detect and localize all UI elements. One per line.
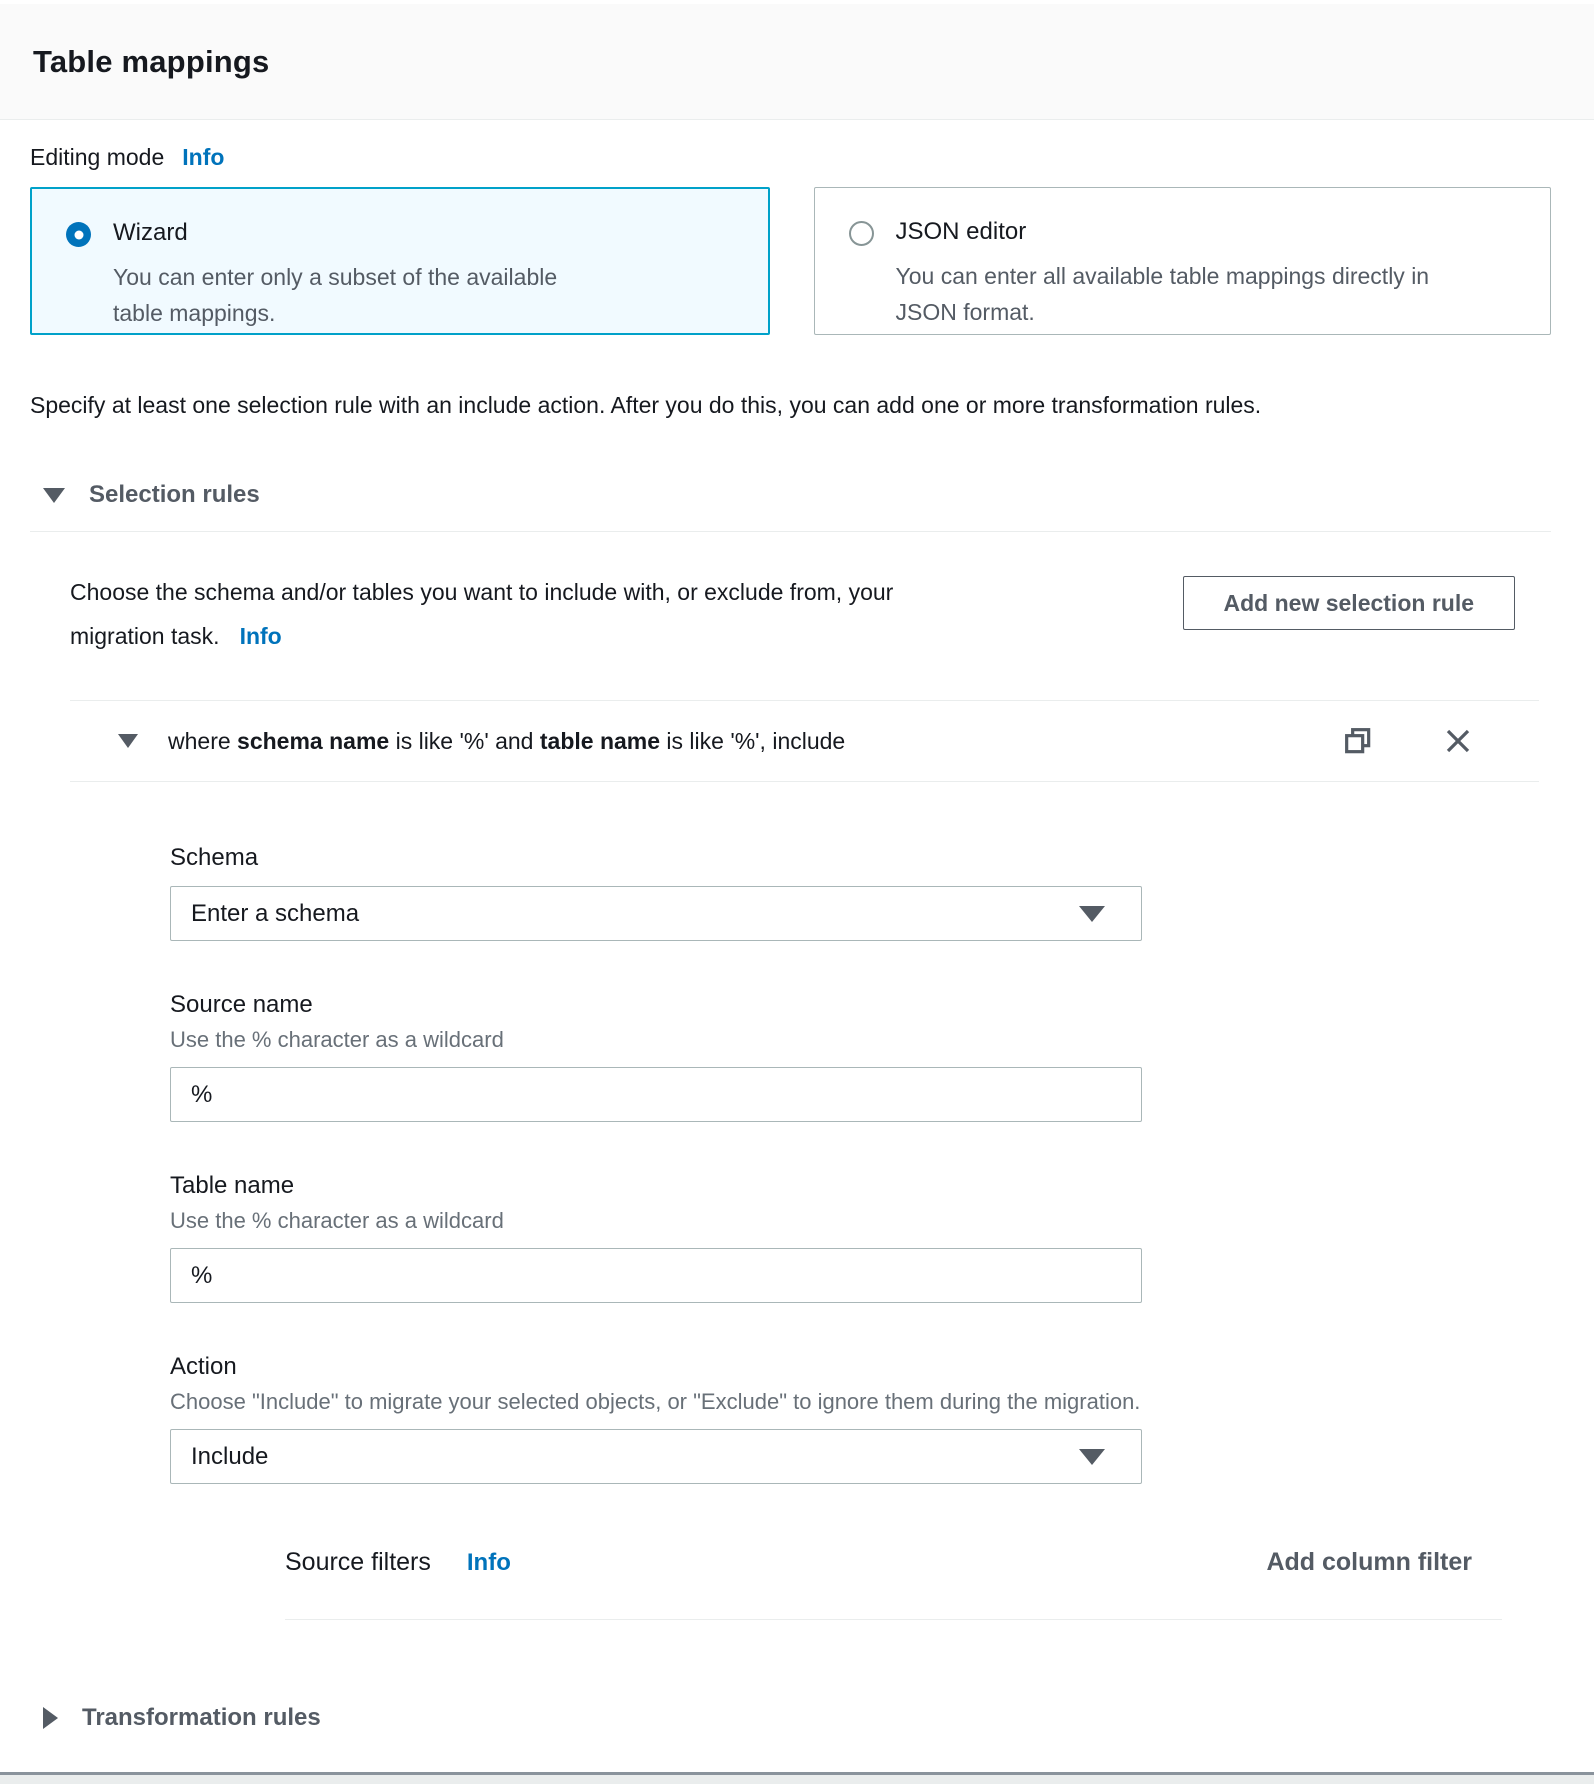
selection-rules-info-link[interactable]: Info bbox=[239, 623, 282, 649]
json-editor-option-label: JSON editor bbox=[895, 218, 1027, 245]
editing-mode-options bbox=[30, 187, 1551, 335]
selection-rules-description-text: Choose the schema and/or tables you want to include with, or exclude from, your migration task. bbox=[70, 579, 894, 649]
divider bbox=[30, 531, 1551, 532]
remove-rule-button[interactable] bbox=[1441, 724, 1475, 758]
action-label: Action bbox=[170, 1353, 237, 1380]
divider bbox=[70, 781, 1539, 782]
chevron-right-icon bbox=[43, 1707, 58, 1729]
transformation-rules-header[interactable] bbox=[43, 1704, 1551, 1732]
table-name-hint: Use the % character as a wildcard bbox=[170, 1208, 504, 1233]
editing-mode-label: Editing mode bbox=[30, 144, 165, 170]
source-name-input[interactable] bbox=[170, 1067, 1142, 1122]
selection-rule-header bbox=[118, 701, 1511, 781]
source-filters-info-link[interactable]: Info bbox=[466, 1549, 511, 1576]
chevron-down-icon bbox=[43, 488, 65, 503]
copy-icon bbox=[1342, 725, 1374, 757]
selection-rule-form bbox=[170, 844, 1142, 1484]
selection-rules-header[interactable] bbox=[43, 481, 1551, 509]
wizard-option-description: You can enter only a subset of the available table mappings. bbox=[113, 264, 558, 326]
json-editor-option-description: You can enter all available table mappings directly in JSON format. bbox=[895, 263, 1430, 325]
rule-summary-schema-name: schema name bbox=[237, 727, 390, 754]
action-select[interactable] bbox=[170, 1429, 1142, 1484]
add-new-selection-rule-button[interactable]: Add new selection rule bbox=[1183, 576, 1516, 630]
close-icon bbox=[1443, 726, 1473, 756]
source-name-label: Source name bbox=[170, 991, 313, 1018]
table-name-label: Table name bbox=[170, 1172, 295, 1199]
action-field-group bbox=[170, 1353, 1142, 1484]
page-title: Table mappings bbox=[33, 43, 270, 79]
schema-field-group bbox=[170, 844, 1142, 941]
table-mappings-panel bbox=[0, 4, 1594, 1784]
table-name-input[interactable] bbox=[170, 1248, 1142, 1303]
schema-select-value: Enter a schema bbox=[191, 899, 360, 927]
rule-summary-table-name: table name bbox=[539, 727, 661, 754]
selection-rules-title: Selection rules bbox=[89, 481, 260, 508]
json-editor-option-card[interactable] bbox=[814, 187, 1552, 335]
chevron-down-icon bbox=[1079, 1449, 1105, 1465]
wizard-option-label: Wizard bbox=[113, 219, 188, 246]
editing-mode-row bbox=[30, 144, 1551, 171]
schema-select[interactable] bbox=[170, 886, 1142, 941]
editing-mode-info-link[interactable]: Info bbox=[182, 144, 225, 170]
divider bbox=[285, 1619, 1502, 1620]
source-name-field-group bbox=[170, 991, 1142, 1122]
json-editor-radio-icon[interactable] bbox=[849, 221, 874, 246]
chevron-down-icon bbox=[1079, 906, 1105, 922]
chevron-down-icon[interactable] bbox=[118, 734, 138, 748]
intro-text: Specify at least one selection rule with an include action. After you do this, you can add one or more transformation rules. bbox=[30, 392, 1262, 418]
wizard-option-card[interactable] bbox=[30, 187, 770, 335]
rule-summary-suffix: is like '%', include bbox=[660, 727, 846, 754]
rule-summary-mid: is like '%' and bbox=[389, 727, 540, 754]
duplicate-rule-button[interactable] bbox=[1341, 724, 1375, 758]
panel-header bbox=[0, 4, 1594, 120]
source-name-hint: Use the % character as a wildcard bbox=[170, 1027, 504, 1052]
schema-label: Schema bbox=[170, 844, 259, 871]
rule-summary bbox=[168, 728, 1341, 755]
table-name-field-group bbox=[170, 1172, 1142, 1303]
source-filters-row bbox=[285, 1548, 1472, 1577]
selection-rules-description-row bbox=[70, 570, 1551, 670]
selection-rules-description bbox=[70, 570, 980, 658]
rule-summary-prefix: where bbox=[168, 727, 238, 754]
source-filters-title: Source filters bbox=[285, 1548, 431, 1576]
add-column-filter-button[interactable]: Add column filter bbox=[1266, 1548, 1472, 1576]
wizard-radio-selected-icon[interactable] bbox=[66, 222, 91, 247]
next-section-edge bbox=[0, 1772, 1594, 1784]
transformation-rules-title: Transformation rules bbox=[82, 1704, 321, 1731]
action-hint: Choose "Include" to migrate your selected objects, or "Exclude" to ignore them during the migration. bbox=[170, 1389, 1141, 1414]
action-select-value: Include bbox=[191, 1442, 269, 1470]
